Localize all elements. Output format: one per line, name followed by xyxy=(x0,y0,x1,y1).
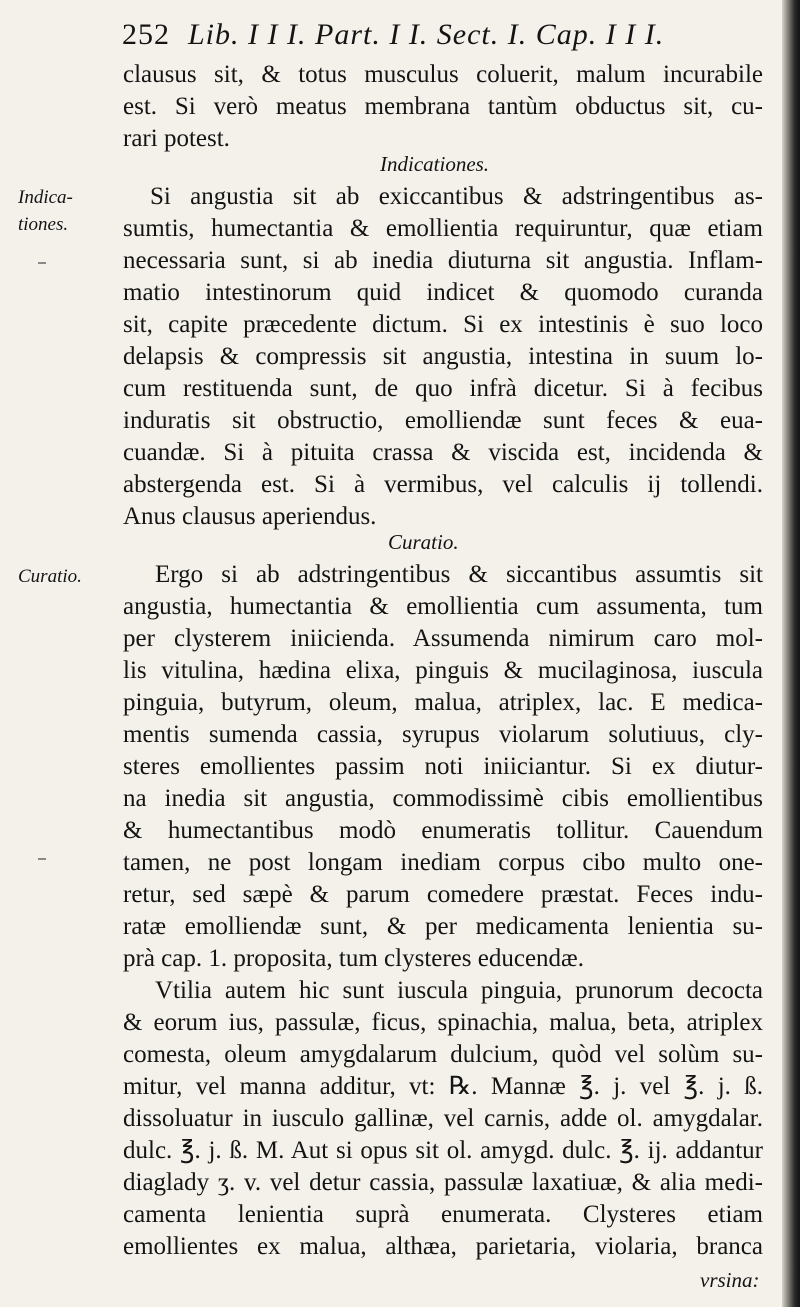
page-edge-shadow xyxy=(782,0,800,1307)
text-line: est. Si verò meatus membrana tantùm obductus sit, cu- xyxy=(123,93,763,120)
margin-note-curatio: Curatio. xyxy=(18,566,82,587)
text-line: induratis sit obstructio, emolliendæ sunt feces & eua- xyxy=(123,407,763,434)
text-line: per clysterem iniicienda. Assumenda nimirum caro mol- xyxy=(123,625,763,652)
text-line: tamen, ne post longam inediam corpus cibo multo one- xyxy=(123,849,763,876)
text-line: ratæ emolliendæ sunt, & per medicamenta lenientia su- xyxy=(123,913,763,940)
running-header xyxy=(122,18,762,52)
text-line: camenta lenientia suprà enumerata. Clysteres etiam xyxy=(123,1201,763,1228)
text-line: Ergo si ab adstringentibus & siccantibus assumtis sit xyxy=(155,561,763,588)
text-line: prà cap. 1. proposita, tum clysteres educendæ. xyxy=(123,945,584,972)
text-line: & humectantibus modò enumeratis tollitur. Cauendum xyxy=(123,817,763,844)
catchword: vrsina: xyxy=(700,1268,760,1292)
text-line: delapsis & compressis sit angustia, intestina in suum lo- xyxy=(123,343,763,370)
text-line: necessaria sunt, si ab inedia diuturna sit angustia. Inflam- xyxy=(123,247,763,274)
margin-note-indicationes-2: tiones. xyxy=(18,214,69,235)
text-line: abstergenda est. Si à vermibus, vel calculis ij tollendi. xyxy=(123,471,763,498)
text-line: steres emollientes passim noti iniiciantur. Si ex diutur- xyxy=(123,753,763,780)
text-line: sit, capite præcedente dictum. Si ex intestinis è suo loco xyxy=(123,311,763,338)
text-line: Anus clausus aperiendus. xyxy=(123,503,377,530)
heading-indicationes: Indicationes. xyxy=(380,152,490,176)
page-number: 252 xyxy=(122,18,170,51)
margin-mark xyxy=(38,858,46,860)
text-line: dissoluatur in iusculo gallinæ, vel carnis, adde ol. amygdalar. xyxy=(123,1105,763,1132)
text-line: sumtis, humectantia & emollientia requiruntur, quæ etiam xyxy=(123,215,763,242)
text-line: rari potest. xyxy=(123,125,230,152)
text-line: mentis sumenda cassia, syrupus violarum solutiuus, cly- xyxy=(123,721,763,748)
heading-curatio: Curatio. xyxy=(388,530,459,554)
text-line: matio intestinorum quid indicet & quomodo curanda xyxy=(123,279,763,306)
text-line: diaglady ʒ. v. vel detur cassia, passulæ laxatiuæ, & alia medi- xyxy=(123,1169,763,1196)
text-line: clausus sit, & totus musculus coluerit, malum incurabile xyxy=(123,61,763,88)
text-line: cuandæ. Si à pituita crassa & viscida est, incidenda & xyxy=(123,439,763,466)
text-line: lis vitulina, hædina elixa, pinguis & mucilaginosa, iuscula xyxy=(123,657,763,684)
text-line: retur, sed sæpè & parum comedere præstat. Feces indu- xyxy=(123,881,763,908)
text-line: cum restituenda sunt, de quo infrà dicetur. Si à fecibus xyxy=(123,375,763,402)
text-line: na inedia sit angustia, commodissimè cibis emollientibus xyxy=(123,785,763,812)
margin-note-indicationes-1: Indica- xyxy=(18,187,73,208)
text-line: Vtilia autem hic sunt iuscula pinguia, prunorum decocta xyxy=(155,977,763,1004)
running-title: Lib. I I I. Part. I I. Sect. I. Cap. I I I. xyxy=(188,18,665,51)
text-line: angustia, humectantia & emollientia cum assumenta, tum xyxy=(123,593,763,620)
text-line: emollientes ex malua, althæa, parietaria, violaria, branca xyxy=(123,1233,763,1260)
margin-mark xyxy=(38,262,46,264)
text-line: mitur, vel manna additur, vt: ℞. Mannæ ℥. j. vel ℥. j. ß. xyxy=(123,1073,763,1100)
text-line: pinguia, butyrum, oleum, malua, atriplex, lac. E medica- xyxy=(123,689,763,716)
text-line: Si angustia sit ab exiccantibus & adstringentibus as- xyxy=(150,183,763,210)
text-line: dulc. ℥. j. ß. M. Aut si opus sit ol. amygd. dulc. ℥. ij. addantur xyxy=(123,1137,763,1164)
text-line: comesta, oleum amygdalarum dulcium, quòd vel solùm su- xyxy=(123,1041,763,1068)
text-line: & eorum ius, passulæ, ficus, spinachia, malua, beta, atriplex xyxy=(123,1009,763,1036)
